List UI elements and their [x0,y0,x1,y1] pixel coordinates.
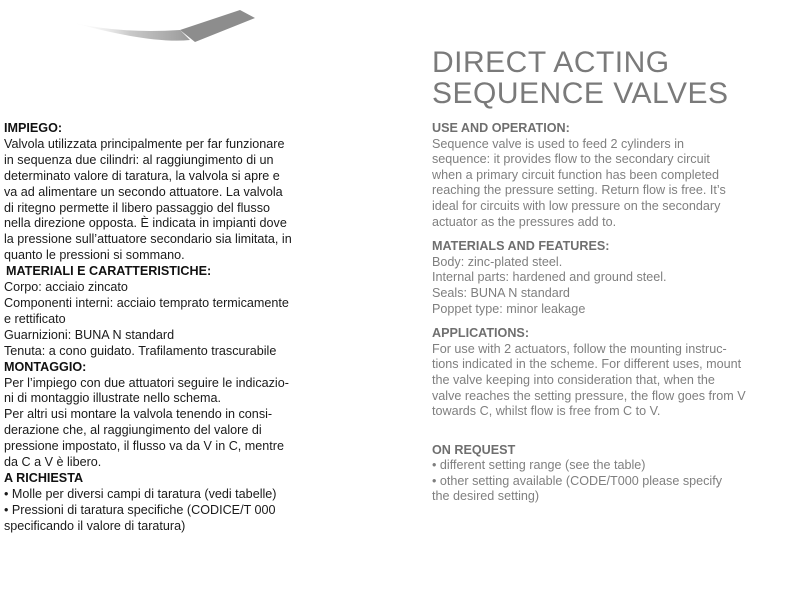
text-line: determinato valore di taratura, la valvola si apre e [4,168,280,183]
text-line: Tenuta: a cono guidato. Trafilamento trascurabile [4,343,277,358]
text-line: the valve keeping into consideration that, when the [432,372,715,387]
request-text [432,458,792,505]
materiali-text [4,280,340,360]
bullet-item: • other setting available (CODE/T000 please specify [432,473,723,488]
applications-heading: APPLICATIONS: [432,326,530,341]
text-line: specificando il valore di taratura) [4,518,186,533]
text-line: e rettificato [4,311,66,326]
text-line: nella direzione opposta. È indicata in impianti dove [4,216,287,231]
text-line: the desired setting) [432,489,540,504]
text-line: derazione che, al raggiungimento del valore di [4,423,262,438]
request-heading: ON REQUEST [432,442,516,457]
bullet-item: • Molle per diversi campi di taratura (vedi tabelle) [4,486,277,501]
italian-column [4,121,340,535]
title-line: DIRECT ACTING [432,46,670,79]
impiego-text [4,137,340,264]
applications-text [432,342,792,420]
text-line: Corpo: acciaio zincato [4,280,128,295]
text-line: da C a V è libero. [4,455,102,470]
text-line: Valvola utilizzata principalmente per far funzionare [4,136,285,151]
english-column [432,121,792,505]
text-line: sequence: it provides flow to the secondary circuit [432,152,710,167]
text-line: Internal parts: hardened and ground steel. [432,270,667,285]
text-line: actuator as the pressures add to. [432,214,617,229]
text-line: Seals: BUNA N standard [432,285,570,300]
text-line: reaching the pressure setting. Return flow is free. It’s [432,183,726,198]
text-line: valve reaches the setting pressure, the flow goes from V [432,388,746,403]
text-line: la pressione sull’attuatore secondario sia limitata, in [4,232,292,247]
text-line: Per altri usi montare la valvola tenendo in consi- [4,407,273,422]
valve-image-fragment [60,0,260,45]
text-line: Sequence valve is used to feed 2 cylinders in [432,136,685,151]
materiali-heading: MATERIALI E CARATTERISTICHE: [6,264,212,279]
richiesta-text [4,487,340,535]
montaggio-text [4,376,340,471]
impiego-heading: IMPIEGO: [4,121,63,135]
use-text [432,137,792,231]
page-title [432,47,792,109]
text-line: di ritegno permette il libero passaggio del flusso [4,200,271,215]
text-line: towards C, whilst flow is free from C to V. [432,404,661,419]
text-line: For use with 2 actuators, follow the mounting instruc- [432,341,727,356]
montaggio-heading: MONTAGGIO: [4,359,87,374]
materials-heading: MATERIALS AND FEATURES: [432,239,610,254]
bullet-item: • different setting range (see the table) [432,458,646,473]
bullet-item: • Pressioni di taratura specifiche (CODICE/T 000 [4,502,276,517]
title-line: SEQUENCE VALVES [432,77,729,110]
text-line: Poppet type: minor leakage [432,301,586,316]
text-line: quanto le pressioni si sommano. [4,248,185,263]
materials-text [432,255,792,317]
richiesta-heading: A RICHIESTA [4,470,84,485]
text-line: ni di montaggio illustrate nello schema. [4,391,222,406]
use-heading: USE AND OPERATION: [432,121,570,135]
text-line: va ad alimentare un secondo attuatore. La valvola [4,184,283,199]
text-line: in sequenza due cilindri: al raggiungimento di un [4,152,274,167]
text-line: Componenti interni: acciaio temprato termicamente [4,295,289,310]
text-line: pressione impostato, il flusso va da V in C, mentre [4,439,284,454]
text-line: ideal for circuits with low pressure on the secondary [432,198,721,213]
text-line: Guarnizioni: BUNA N standard [4,327,175,342]
text-line: Body: zinc-plated steel. [432,254,563,269]
text-line: when a primary circuit function has been completed [432,167,720,182]
text-line: tions indicated in the scheme. For different uses, mount [432,357,742,372]
text-line: Per l’impiego con due attuatori seguire le indicazio- [4,375,289,390]
